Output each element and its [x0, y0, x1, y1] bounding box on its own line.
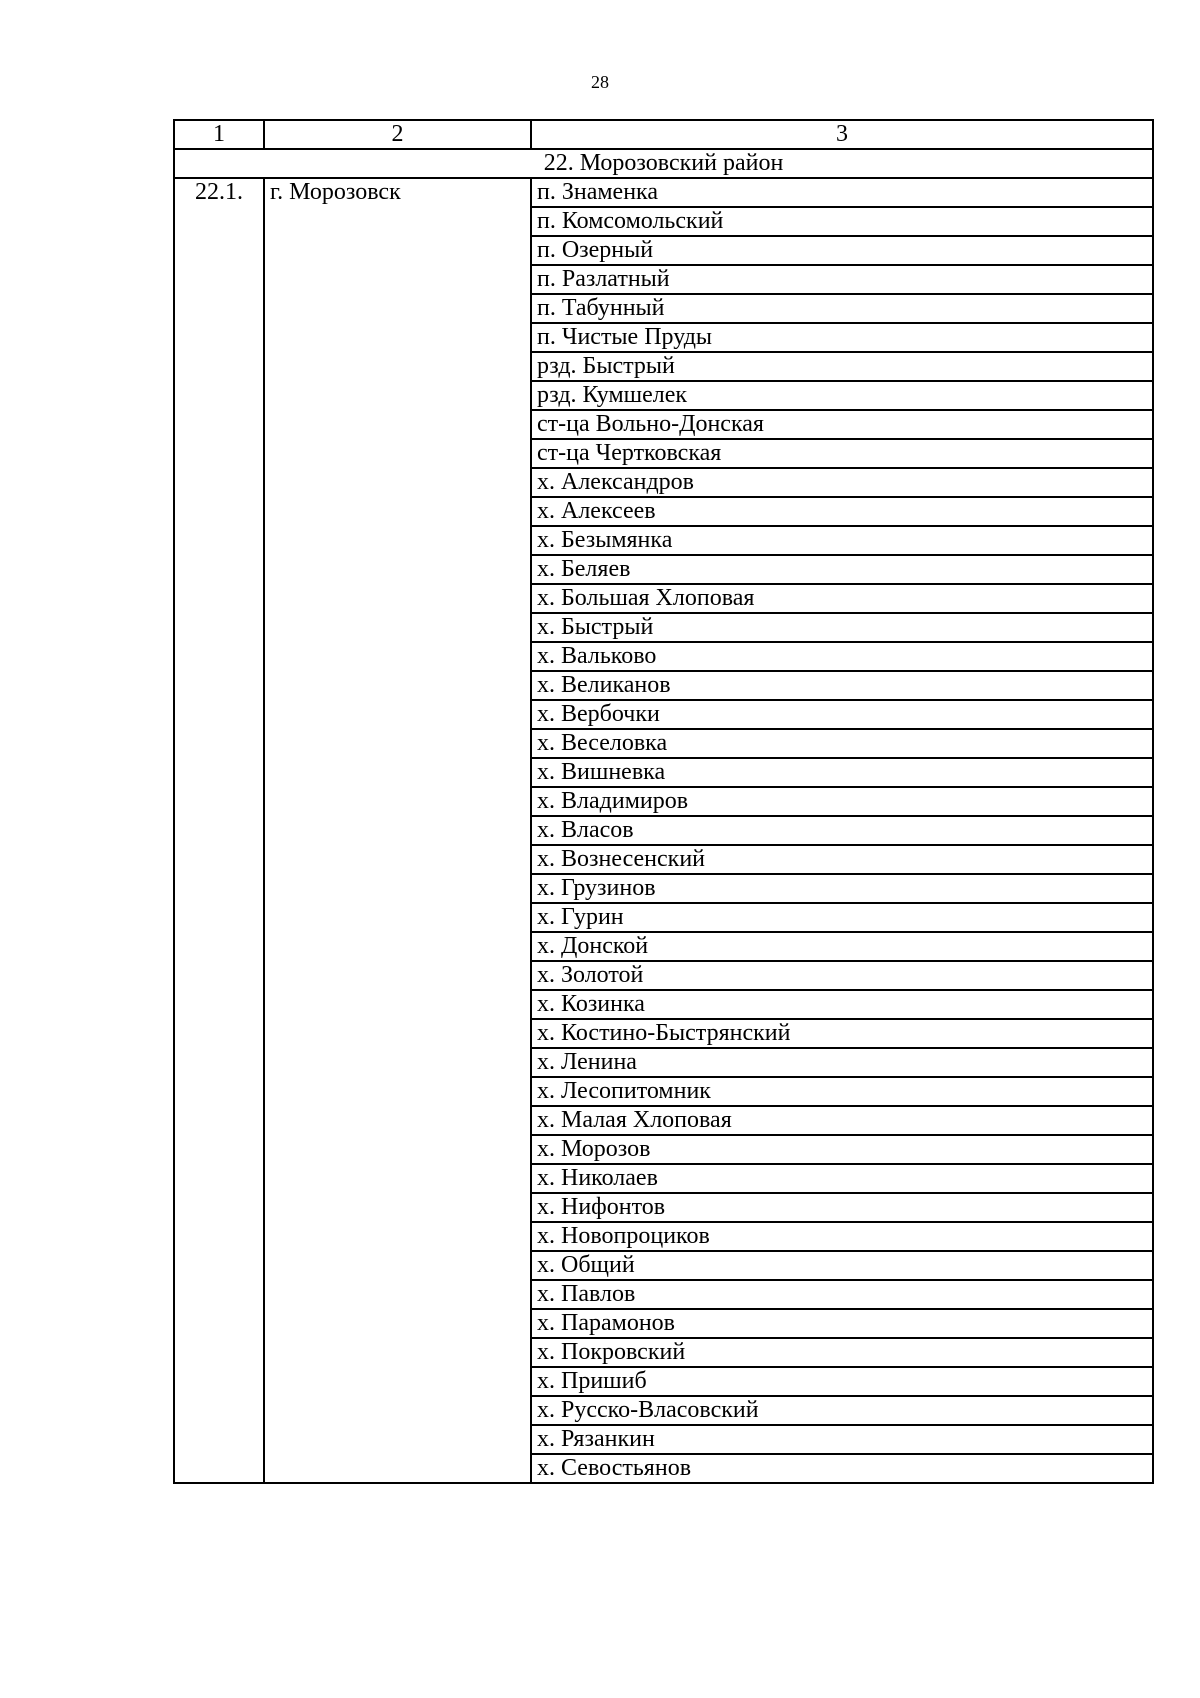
settlement-cell: х. Быстрый	[531, 613, 1153, 642]
table-header-row	[174, 120, 1153, 149]
settlement-cell: рзд. Кумшелек	[531, 381, 1153, 410]
settlement-cell: п. Знаменка	[531, 178, 1153, 207]
group-number: 22.1.	[174, 178, 264, 1483]
table-row	[174, 178, 1153, 207]
settlement-cell: х. Покровский	[531, 1338, 1153, 1367]
settlement-cell: х. Русско-Власовский	[531, 1396, 1153, 1425]
settlement-cell: х. Общий	[531, 1251, 1153, 1280]
settlement-cell: х. Нифонтов	[531, 1193, 1153, 1222]
settlement-cell: х. Рязанкин	[531, 1425, 1153, 1454]
settlement-cell: х. Вознесенский	[531, 845, 1153, 874]
settlement-cell: п. Чистые Пруды	[531, 323, 1153, 352]
settlement-cell: х. Парамонов	[531, 1309, 1153, 1338]
section-row	[174, 149, 1153, 178]
settlement-cell: х. Веселовка	[531, 729, 1153, 758]
settlement-cell: х. Гурин	[531, 903, 1153, 932]
page-number: 28	[591, 72, 609, 92]
settlement-cell: х. Вербочки	[531, 700, 1153, 729]
settlement-cell: х. Лесопитомник	[531, 1077, 1153, 1106]
settlement-cell: х. Николаев	[531, 1164, 1153, 1193]
group-city: г. Морозовск	[264, 178, 531, 1483]
settlement-cell: п. Озерный	[531, 236, 1153, 265]
settlement-cell: ст-ца Вольно-Донская	[531, 410, 1153, 439]
settlement-cell: х. Морозов	[531, 1135, 1153, 1164]
settlements-table	[173, 119, 1154, 1484]
settlement-cell: п. Комсомольский	[531, 207, 1153, 236]
column-header-2: 2	[264, 120, 531, 149]
settlement-cell: п. Разлатный	[531, 265, 1153, 294]
settlement-cell: ст-ца Чертковская	[531, 439, 1153, 468]
settlement-cell: х. Золотой	[531, 961, 1153, 990]
settlement-cell: х. Великанов	[531, 671, 1153, 700]
settlement-cell: х. Грузинов	[531, 874, 1153, 903]
settlement-cell: х. Малая Хлоповая	[531, 1106, 1153, 1135]
settlement-cell: рзд. Быстрый	[531, 352, 1153, 381]
settlement-cell: х. Костино-Быстрянский	[531, 1019, 1153, 1048]
settlement-cell: х. Беляев	[531, 555, 1153, 584]
settlement-cell: х. Ленина	[531, 1048, 1153, 1077]
settlement-cell: х. Вальково	[531, 642, 1153, 671]
column-header-1: 1	[174, 120, 264, 149]
settlement-cell: х. Большая Хлоповая	[531, 584, 1153, 613]
column-header-3: 3	[531, 120, 1153, 149]
settlement-cell: х. Павлов	[531, 1280, 1153, 1309]
settlement-cell: х. Вишневка	[531, 758, 1153, 787]
settlement-cell: х. Владимиров	[531, 787, 1153, 816]
settlement-cell: х. Севостьянов	[531, 1454, 1153, 1483]
settlement-cell: х. Алексеев	[531, 497, 1153, 526]
settlement-cell: х. Пришиб	[531, 1367, 1153, 1396]
settlement-cell: п. Табунный	[531, 294, 1153, 323]
settlement-cell: х. Александров	[531, 468, 1153, 497]
section-title: 22. Морозовский район	[174, 149, 1153, 178]
settlement-cell: х. Безымянка	[531, 526, 1153, 555]
settlement-cell: х. Власов	[531, 816, 1153, 845]
settlement-cell: х. Козинка	[531, 990, 1153, 1019]
settlement-cell: х. Донской	[531, 932, 1153, 961]
settlement-cell: х. Новопроциков	[531, 1222, 1153, 1251]
